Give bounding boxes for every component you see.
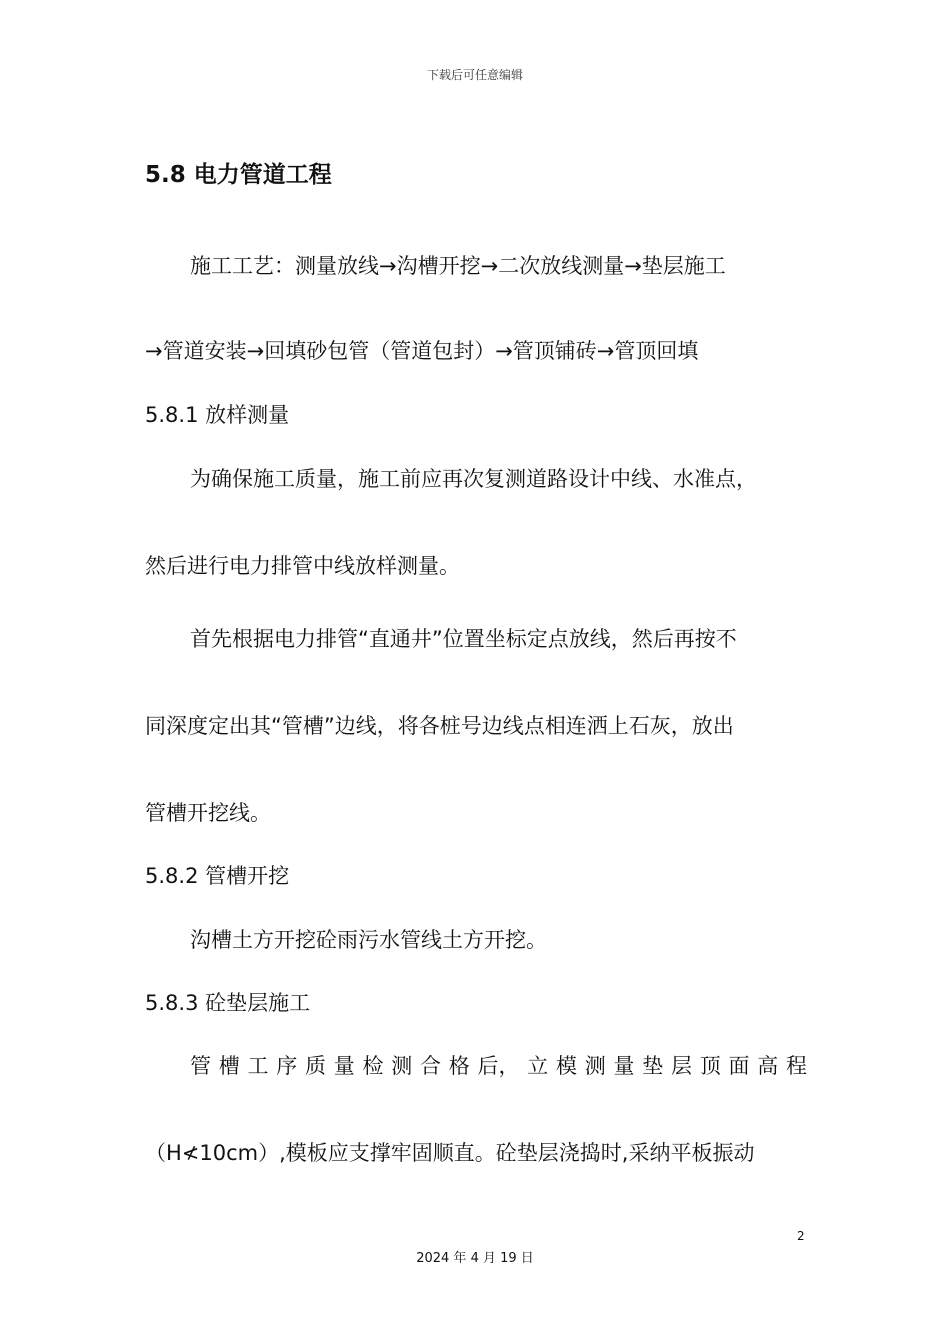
footer-date: 2024 年 4 月 19 日 [416,1251,534,1266]
text-char: 格 [448,1054,470,1078]
paragraph-5-8-2-line-1: 沟槽土方开挖砼雨污水管线土方开挖。 [190,928,547,952]
paragraph-5-8-3-line-2: （H≮10cm）,模板应支撑牢固顺直。砼垫层浇捣时,采纳平板振动 [145,1141,755,1165]
paragraph-5-8-1-b-line-1: 首先根据电力排管“直通井”位置坐标定点放线，然后再按不 [190,627,737,651]
text-char: 管 [190,1054,211,1078]
text-char: 测 [391,1054,413,1078]
paragraph-5-8-1-a-line-1: 为确保施工质量，施工前应再次复测道路设计中线、水准点， [190,467,757,491]
text-char: 后， [477,1054,520,1078]
text-char: 工 [247,1054,269,1078]
text-char: 程 [786,1054,807,1078]
text-char: 合 [420,1054,441,1078]
paragraph-5-8-1-a-line-2: 然后进行电力排管中线放样测量。 [145,554,460,578]
subheading-5-8-3: 5.8.3 砼垫层施工 [145,991,311,1015]
subheading-5-8-1: 5.8.1 放样测量 [145,403,290,427]
text-char: 立 [527,1054,549,1078]
section-title: 5.8 电力管道工程 [145,162,332,188]
text-char: 测 [584,1054,606,1078]
process-line-1: 施工工艺：测量放线→沟槽开挖→二次放线测量→垫层施工 [190,254,726,278]
text-char: 顶 [699,1054,721,1078]
paragraph-5-8-3-line-1 [190,1051,807,1081]
text-char: 质 [305,1054,326,1078]
text-char: 模 [556,1054,577,1078]
process-line-2: →管道安装→回填砂包管（管道包封）→管顶铺砖→管顶回填 [145,339,699,363]
text-char: 槽 [218,1054,240,1078]
text-char: 面 [728,1054,750,1078]
text-char: 量 [333,1054,355,1078]
text-char: 层 [671,1054,692,1078]
text-char: 量 [613,1054,635,1078]
subheading-5-8-2: 5.8.2 管槽开挖 [145,864,290,888]
header-note: 下载后可任意编辑 [426,68,523,82]
text-char: 检 [362,1054,384,1078]
page-number: 2 [797,1229,805,1243]
text-char: 高 [757,1054,779,1078]
text-char: 序 [276,1054,298,1078]
text-char: 垫 [642,1054,664,1078]
paragraph-5-8-1-b-line-2: 同深度定出其“管槽”边线，将各桩号边线点相连洒上石灰，放出 [145,714,734,738]
paragraph-5-8-1-b-line-3: 管槽开挖线。 [145,801,271,825]
